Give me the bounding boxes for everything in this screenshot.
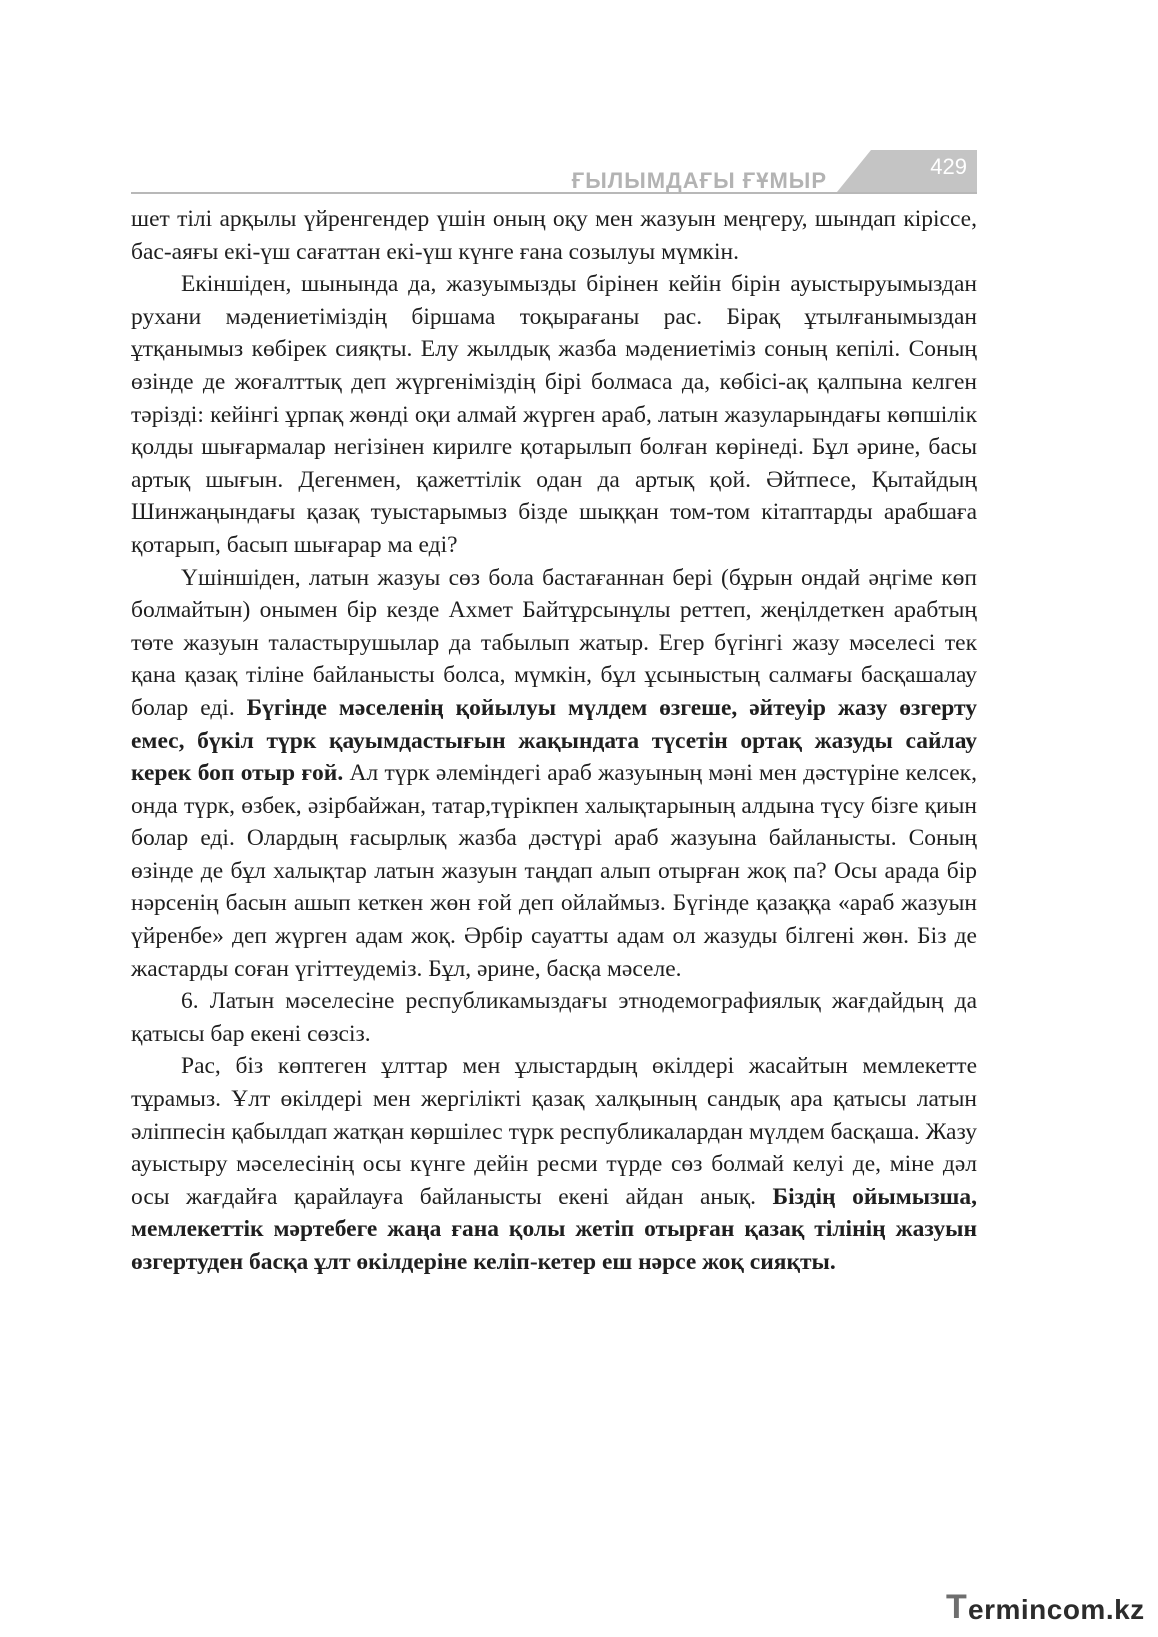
page-header (131, 150, 977, 198)
text-run: 6. Латын мәселесіне республикамыздағы этнодемографиялық жағдайдың да қатысы бар екені сөзсіз. (131, 988, 977, 1047)
text-run: Үшіншіден, латын жазуы сөз бола бастағаннан бері (бұрын ондай әңгіме көп болмайтын) онымен бір кезде Ахмет Байтұрсынұлы реттеп, жеңілдеткен арабтың төте жазуын таластырушылар да табылып жатыр. Егер бүгінгі жазу мәселесі тек қана қазақ тіліне байланысты болса, мүмкін, бұл ұсыныстың салмағы басқашалау болар еді. (131, 564, 977, 721)
watermark-logo (946, 1588, 1146, 1624)
text-run: Ал түрк әлеміндегі араб жазуының мәні мен дәстүріне келсек, онда түрк, өзбек, әзірбайжан, татар,түрікпен халықтарының алдына түсу бізге қиын болар еді. Олардың ғасырлық жазба дәстүрі араб жазуына байланысты. Соның өзінде де бұл халықтар латын жазуын таңдап алып отырған жоқ па? Осы арада бір нәрсенің басын ашып кеткен жөн ғой деп ойлаймыз. Бүгінде қазаққа «араб жазуын үйренбе» деп жүрген адам жоқ. Әрбір сауатты адам ол жазуды білгені жөн. Біз де жастарды соған үгіттеудеміз. Бұл, әрине, басқа мәселе. (131, 760, 977, 982)
paragraph (131, 985, 977, 1050)
text-run: шет тілі арқылы үйренгендер үшін оның оқу мен жазуын меңгеру, шындап кіріссе, бас-аяғы екі-үш сағаттан екі-үш күнге ғана созылуы мүмкін. (131, 206, 977, 265)
watermark-text: ermincom.kz (968, 1594, 1145, 1625)
text-run: Рас, біз көптеген ұлттар мен ұлыстардың өкілдері жасайтын мемлекетте тұрамыз. Ұлт өкілдері мен жергілікті қазақ халқының сандық ара қатысы латын әліппесін қабылдап жатқан көршілес түрк республикалардан мүлдем басқаша. Жазу ауыстыру мәселесінің осы күнге дейін ресми түрде сөз болмай келуі де, міне дәл осы жағдайға қарайлауға байланысты екені айдан анық. (131, 1053, 977, 1210)
page-number: 429 (930, 154, 967, 179)
header-rule (131, 192, 977, 194)
paragraph (131, 1050, 977, 1278)
page-number-tab (837, 150, 977, 192)
paragraph (131, 203, 977, 268)
running-title: ҒЫЛЫМДАҒЫ ҒҰМЫР (571, 168, 827, 193)
paragraph (131, 562, 977, 986)
text-run: Екіншіден, шынында да, жазуымызды бірінен кейін бірін ауыстыруымыздан рухани мәдениетіміздің біршама тоқырағаны рас. Бірақ ұтылғанымыздан ұтқанымыз көбірек сияқты. Елу жылдық жазба мәдениетіміз соның кепілі. Соның өзінде де жоғалттық деп жүргеніміздің бірі болмаса да, көбісі-ақ қалпына келген тәрізді: кейінгі ұрпақ жөнді оқи алмай жүрген араб, латын жазуларындағы көпшілік қолды шығармалар негізінен кирилге қотарылып болған көрінеді. Бұл әрине, басы артық шығын. Дегенмен, қажеттілік одан да артық қой. Әйтпесе, Қытайдың Шинжаңындағы қазақ туыстарымыз бізде шыққан том-том кітаптарды арабшаға қотарып, басып шығарар ма еді? (131, 271, 977, 558)
paragraph (131, 268, 977, 561)
watermark-initial: T (946, 1588, 967, 1626)
body-text (131, 203, 977, 1279)
bold-text-run: Бүгінде мәселенің қойылуы мүлдем өзгеше, әйтеуір жазу өзгерту емес, бүкіл түрк қауымдастығын жақындата түсетін ортақ жазуды сайлау керек боп отыр ғой. (131, 694, 977, 787)
bold-text-run: Біздің ойымызша, мемлекеттік мәртебеге жаңа ғана қолы жетіп отырған қазақ тілінің жазуын өзгертуден басқа ұлт өкілдеріне келіп-кетер еш нәрсе жоқ сияқты. (131, 1183, 977, 1275)
